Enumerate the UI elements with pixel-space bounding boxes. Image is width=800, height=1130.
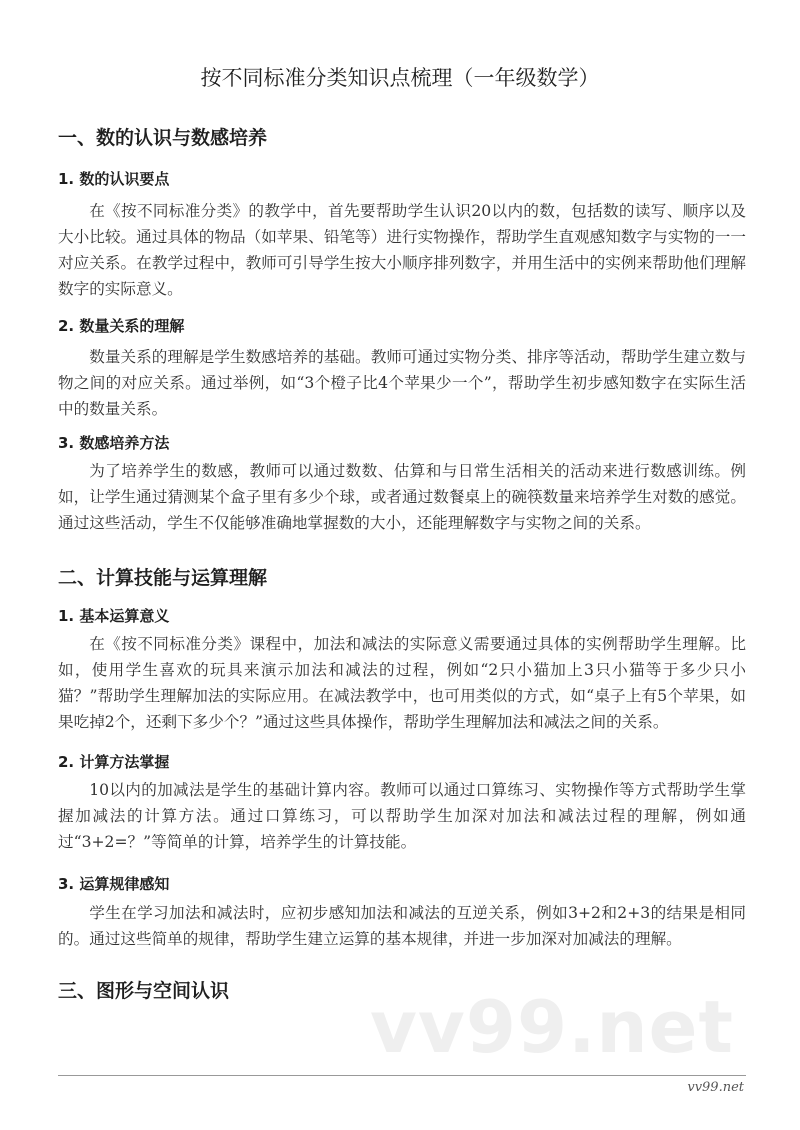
paragraph: 在《按不同标准分类》的教学中，首先要帮助学生认识20以内的数，包括数的读写、顺序以及大小比较。通过具体的物品（如苹果、铅笔等）进行实物操作，帮助学生直观感知数字与实物的一一对应关系。在教学过程中，教师可引导学生按大小顺序排列数字，并用生活中的实例来帮助他们理解数字的实际意义。 xyxy=(58,202,746,298)
paragraph: 为了培养学生的数感，教师可以通过数数、估算和与日常生活相关的活动来进行数感训练。例如，让学生通过猜测某个盒子里有多少个球，或者通过数餐桌上的碗筷数量来培养学生对数的感觉。通过这些活动，学生不仅能够准确地掌握数的大小，还能理解数字与实物之间的关系。 xyxy=(58,462,746,532)
subsection-heading: 3. 数感培养方法 xyxy=(58,434,170,452)
subsection-heading: 1. 数的认识要点 xyxy=(58,170,170,188)
watermark: vv99.net xyxy=(370,985,734,1069)
footer-text: vv99.net xyxy=(687,1080,744,1095)
subsection-heading: 1. 基本运算意义 xyxy=(58,607,170,625)
paragraph: 数量关系的理解是学生数感培养的基础。教师可通过实物分类、排序等活动，帮助学生建立数与物之间的对应关系。通过举例，如“3个橙子比4个苹果少一个”，帮助学生初步感知数字在实际生活中的数量关系。 xyxy=(58,348,746,418)
paragraph: 学生在学习加法和减法时，应初步感知加法和减法的互逆关系，例如3+2和2+3的结果是相同的。通过这些简单的规律，帮助学生建立运算的基本规律，并进一步加深对加减法的理解。 xyxy=(58,904,746,948)
document-title: 按不同标准分类知识点梳理（一年级数学） xyxy=(200,66,600,90)
section-heading: 三、图形与空间认识 xyxy=(58,980,230,1002)
paragraph: 在《按不同标准分类》课程中，加法和减法的实际意义需要通过具体的实例帮助学生理解。比如，使用学生喜欢的玩具来演示加法和减法的过程，例如“2只小猫加上3只小猫等于多少只小猫？”帮助学生理解加法的实际应用。在减法教学中，也可用类似的方式，如“桌子上有5个苹果，如果吃掉2个，还剩下多少个？”通过这些具体操作，帮助学生理解加法和减法之间的关系。 xyxy=(58,635,746,731)
section-heading: 一、数的认识与数感培养 xyxy=(58,127,268,149)
subsection-heading: 2. 数量关系的理解 xyxy=(58,317,185,335)
subsection-heading: 3. 运算规律感知 xyxy=(58,875,170,893)
paragraph: 10以内的加减法是学生的基础计算内容。教师可以通过口算练习、实物操作等方式帮助学生掌握加减法的计算方法。通过口算练习，可以帮助学生加深对加法和减法过程的理解，例如通过“3+2=？”等简单的计算，培养学生的计算技能。 xyxy=(58,781,746,851)
section-heading: 二、计算技能与运算理解 xyxy=(58,567,268,589)
footer-divider xyxy=(58,1075,746,1076)
subsection-heading: 2. 计算方法掌握 xyxy=(58,753,170,771)
